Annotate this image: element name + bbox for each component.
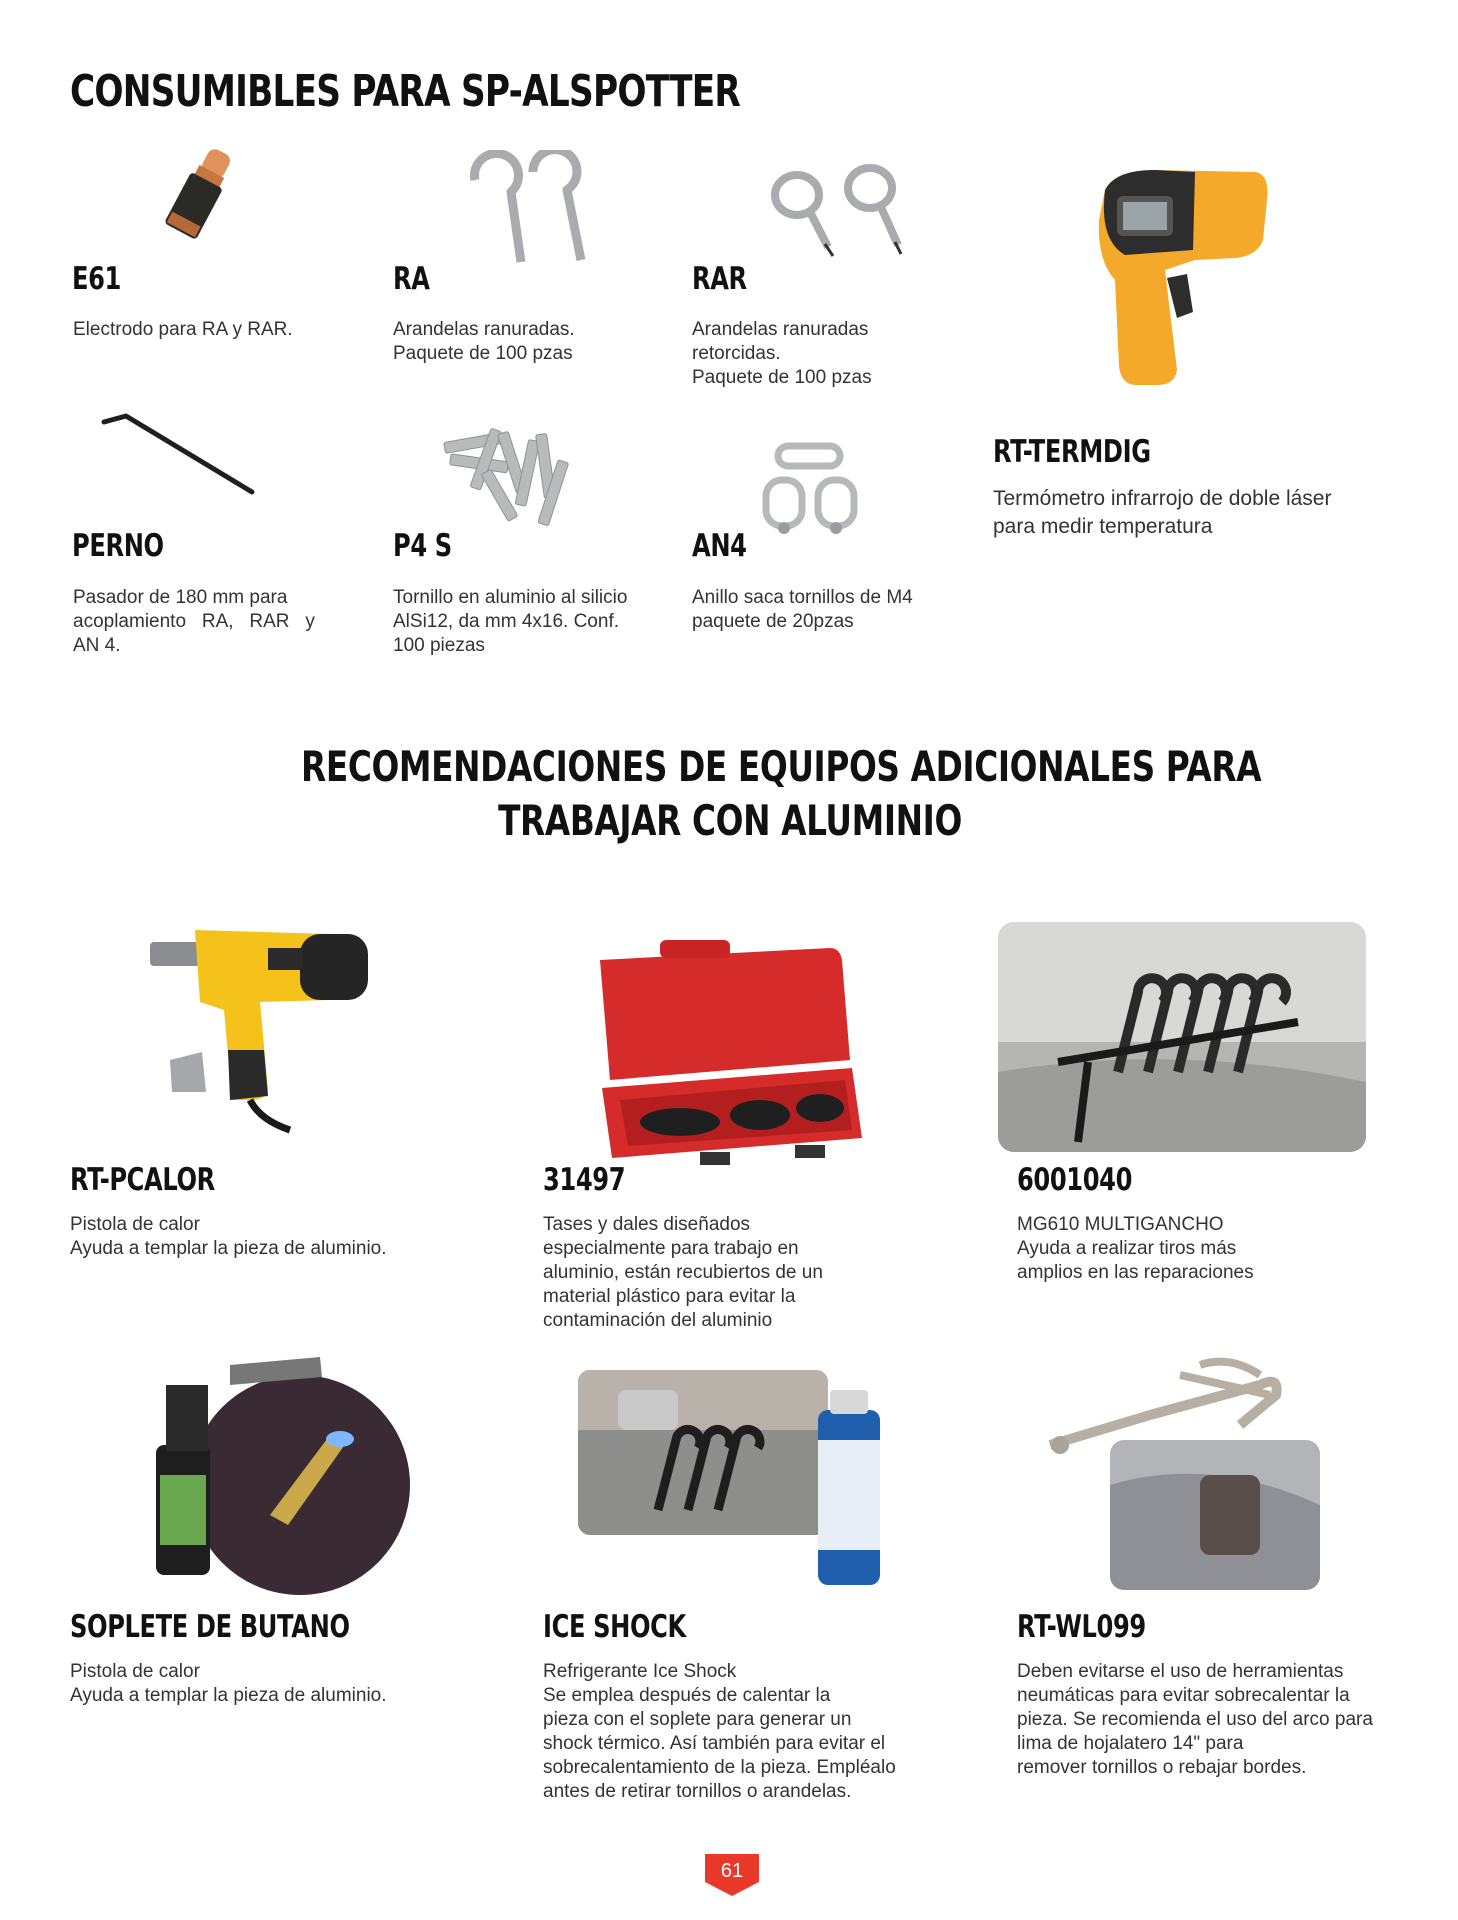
heat-gun-image [140,920,380,1135]
item-code-an4: AN4 [692,528,747,564]
item-desc-soplete-de-butano: Pistola de calor Ayuda a templar la pieza de aluminio. [70,1661,387,1706]
tool-case-image [590,940,865,1165]
item-desc-ice-shock: Refrigerante Ice Shock Se emplea después de calentar la pieza con el soplete para generar un shock térmico. Así también para evitar el sobrecalentamiento de la pieza. Empléalo antes de retirar tornillos o arandelas. [543,1661,896,1802]
ice-shock-image [578,1370,888,1590]
item-desc-e61: Electrodo para RA y RAR. [73,319,293,340]
item-code-perno: PERNO [72,528,164,564]
item-desc-rt-termdig: Termómetro infrarrojo de doble láser para medir temperatura [993,487,1332,538]
thermometer-image [1085,160,1275,390]
multigancho-photo [998,922,1366,1152]
section-title-recomendaciones [180,740,1280,848]
item-desc-6001040: MG610 MULTIGANCHO Ayuda a realizar tiros más amplios en las reparaciones [1017,1214,1254,1283]
item-desc-p4s: Tornillo en aluminio al silicio AlSi12, da mm 4x16. Conf. 100 piezas [393,587,628,656]
item-desc-rt-pcalor: Pistola de calor Ayuda a templar la pieza de aluminio. [70,1214,387,1259]
item-desc-perno: Pasador de 180 mm para acoplamiento RA, RAR y AN 4. [73,587,315,656]
item-code-rar: RAR [692,261,747,297]
item-code-p4s: P4 S [393,528,452,564]
item-code-rt-pcalor: RT-PCALOR [70,1162,215,1198]
perno-image [100,410,260,500]
ra-washers-image [455,150,590,275]
butane-torch-image [110,1345,410,1595]
item-desc-ra: Arandelas ranuradas. Paquete de 100 pzas [393,319,575,364]
item-code-ice-shock: ICE SHOCK [543,1609,686,1645]
page-number-badge [705,1854,759,1896]
item-desc-rar: Arandelas ranuradas retorcidas. Paquete de 100 pzas [692,319,872,388]
section-title-line-1: RECOMENDACIONES DE EQUIPOS ADICIONALES PARA [301,742,1262,791]
item-code-e61: E61 [72,261,122,297]
an4-rings-image [760,440,870,550]
electrode-image [150,145,260,245]
item-code-rt-wl099: RT-WL099 [1017,1609,1146,1645]
section-title-consumibles: CONSUMIBLES PARA SP-ALSPOTTER [70,66,741,117]
item-code-31497: 31497 [543,1162,626,1198]
section-title-line-2: TRABAJAR CON ALUMINIO [498,796,962,845]
item-code-ra: RA [393,261,430,297]
item-desc-rt-wl099: Deben evitarse el uso de herramientas neumáticas para evitar sobrecalentar la pieza. Se recomienda el uso del arco para lima de hojalatero 14" para remover tornillos o rebajar bordes. [1017,1661,1373,1778]
file-arc-image [1030,1355,1330,1590]
item-code-6001040: 6001040 [1017,1162,1133,1198]
item-desc-31497: Tases y dales diseñados especialmente para trabajo en aluminio, están recubiertos de un material plástico para evitar la contaminación del aluminio [543,1214,823,1331]
item-code-soplete-de-butano: SOPLETE DE BUTANO [70,1609,350,1645]
p4s-screws-image [440,420,580,535]
rar-washers-image [765,160,915,260]
item-code-rt-termdig: RT-TERMDIG [993,434,1151,470]
item-desc-an4: Anillo saca tornillos de M4 paquete de 20pzas [692,587,913,632]
page-number: 61 [720,1860,744,1882]
